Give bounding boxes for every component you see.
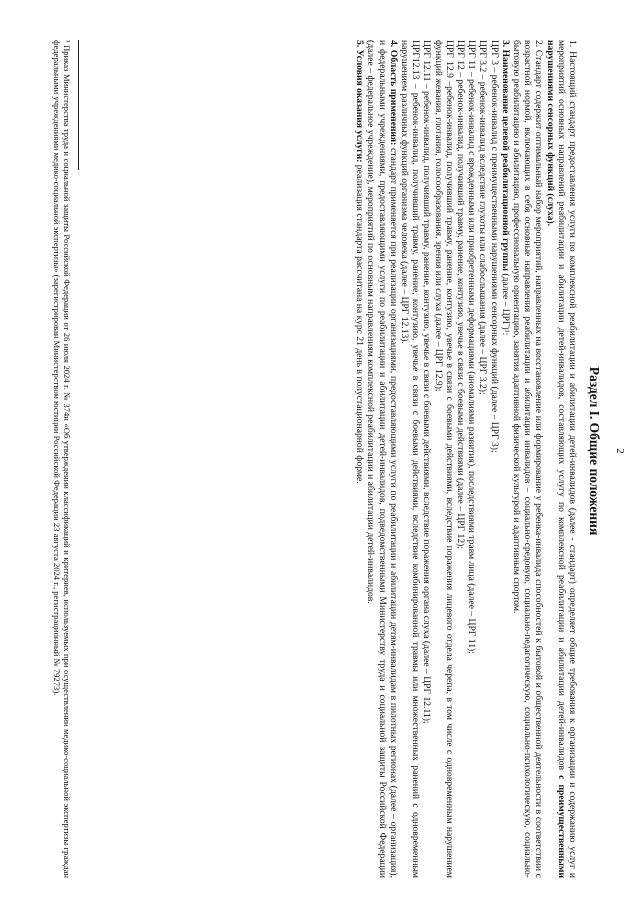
paragraph-2: 2. Стандарт содержит оптимальный набор мероприятий, направленных на восстановление или формирование у ребенка-инвалида способностей к бытовой и общественной деятельности в соответствии с возрастной нормой, включающих в себя основные направления реабилитации и абилитации инвалидов – социально-средовую, социально-педагогическую, социально-психологическую, социально-бытовую реабилитацию и абилитацию, профессиональную ориентацию, занятия адаптивной физической культурой и адаптивным спортом. [510, 40, 545, 878]
paragraph-5 [354, 40, 365, 878]
paragraph-3-heading: 3. Наименование целевой реабилитационной группы [499, 40, 511, 272]
crg-item-12-9: ЦРГ 12.9 –ребенок-инвалид, получивший травму, ранение, контузию, увечье в связи с боевыми действиями, вследствие поражения лицевого отдела черепа, в том числе с одновременным нарушением функций жевания, глотания, голосообразования, зрения или слуха (далее – ЦРГ 12.9); [432, 40, 455, 878]
paragraph-5-text: реализация стандарта рассчитана на курс 21 день в полустационарной форме. [354, 162, 366, 484]
paragraph-5-heading: 5. Условия оказания услуги: [354, 40, 366, 163]
paragraph-3-text: (далее – ЦРГ)¹: [499, 271, 511, 336]
footnote: ¹ Приказ Министерства труда и социальной защиты Российской Федерации от 26 июля 2024 г. № 374н «Об утверждении классификаций и критериев, используемых при осуществлении медико-социальной экспертизы граждан федеральными учреждениями медико-социальной экспертизы» (зарегистрирован Министерством юстиции Российской Федерации 23 августа 2024 г., регистрационный № 79273). [51, 40, 72, 878]
document-body [354, 40, 578, 878]
paragraph-4 [365, 40, 399, 878]
paragraph-4-text: стандарт применяется при реализации организациями, предоставляющими услуги по реабилитации и абилитации детям-инвалидам в пилотных регионах (далее – организация), и федеральными учреждениями, предоставляющими услуги по реабилитации и абилитации детей-инвалидов, подведомственными Министерству труда и социальной защиты Российской Федерации (далее – федеральное учреждение), мероприятий по основным направлениям комплексной реабилитации и абилитации детей-инвалидов. [365, 40, 399, 878]
crg-item-3: ЦРГ 3 – ребенок-инвалид с преимущественными нарушениями сенсорных функций (далее – ЦРГ 3); [488, 40, 500, 453]
crg-item-12-11: ЦРГ 12.11 – ребенок-инвалид, получивший травму, ранение, контузию, увечье в связи с боевыми действиями, вследствие поражения органа слуха (далее – ЦРГ 12.11); [421, 40, 433, 724]
rotated-content [8, 10, 628, 892]
paragraph-1-emphasis: с преимущественными нарушениями сенсорных функций (слуха). [544, 40, 567, 878]
crg-item-3-2: ЦРГ 3.2 – ребенок-инвалид вследствие глухоты или слабослышания (далее – ЦРГ 3.2); [477, 40, 489, 395]
crg-item-12: ЦРГ 12 – ребенок-инвалид, получивший травму, ранение, контузию, увечье в связи с боевыми действиями (далее – ЦРГ 12); [454, 40, 466, 550]
page-number: 2 [614, 448, 626, 454]
crg-item-11: ЦРГ 11 – ребенок-инвалид с врожденными или приобретенными деформациями (аномалиями развития), последствиями травм лица (далее – ЦРГ 11); [466, 40, 478, 654]
paragraph-1-text: 1. Настоящий стандарт предоставления услуги по комплексной реабилитации и абилитации детей-инвалидов (далее - стандарт) определяет общие требования к организации и содержанию услуг и мероприятий основных направлений реабилитации и абилитации детей-инвалидов, составляющих услугу по комплексной реабилитации и абилитации детей-инвалидов [555, 40, 578, 878]
paragraph-3 [500, 40, 511, 878]
section-title: Раздел I. Общие положения [587, 366, 602, 536]
paragraph-1 [544, 40, 578, 878]
crg-item-12-13: ЦРГ12.13 – ребенок-инвалид, получивший травму, ранение, контузию, увечье в связи с боевыми действиями, вследствие комбинированной травмы или множественных ранений с одновременным нарушением различных функций организма человека (далее – ЦРГ 12.13). [398, 40, 422, 878]
footnote-divider [78, 40, 79, 170]
paragraph-4-heading: 4. Область применения: [387, 40, 399, 146]
